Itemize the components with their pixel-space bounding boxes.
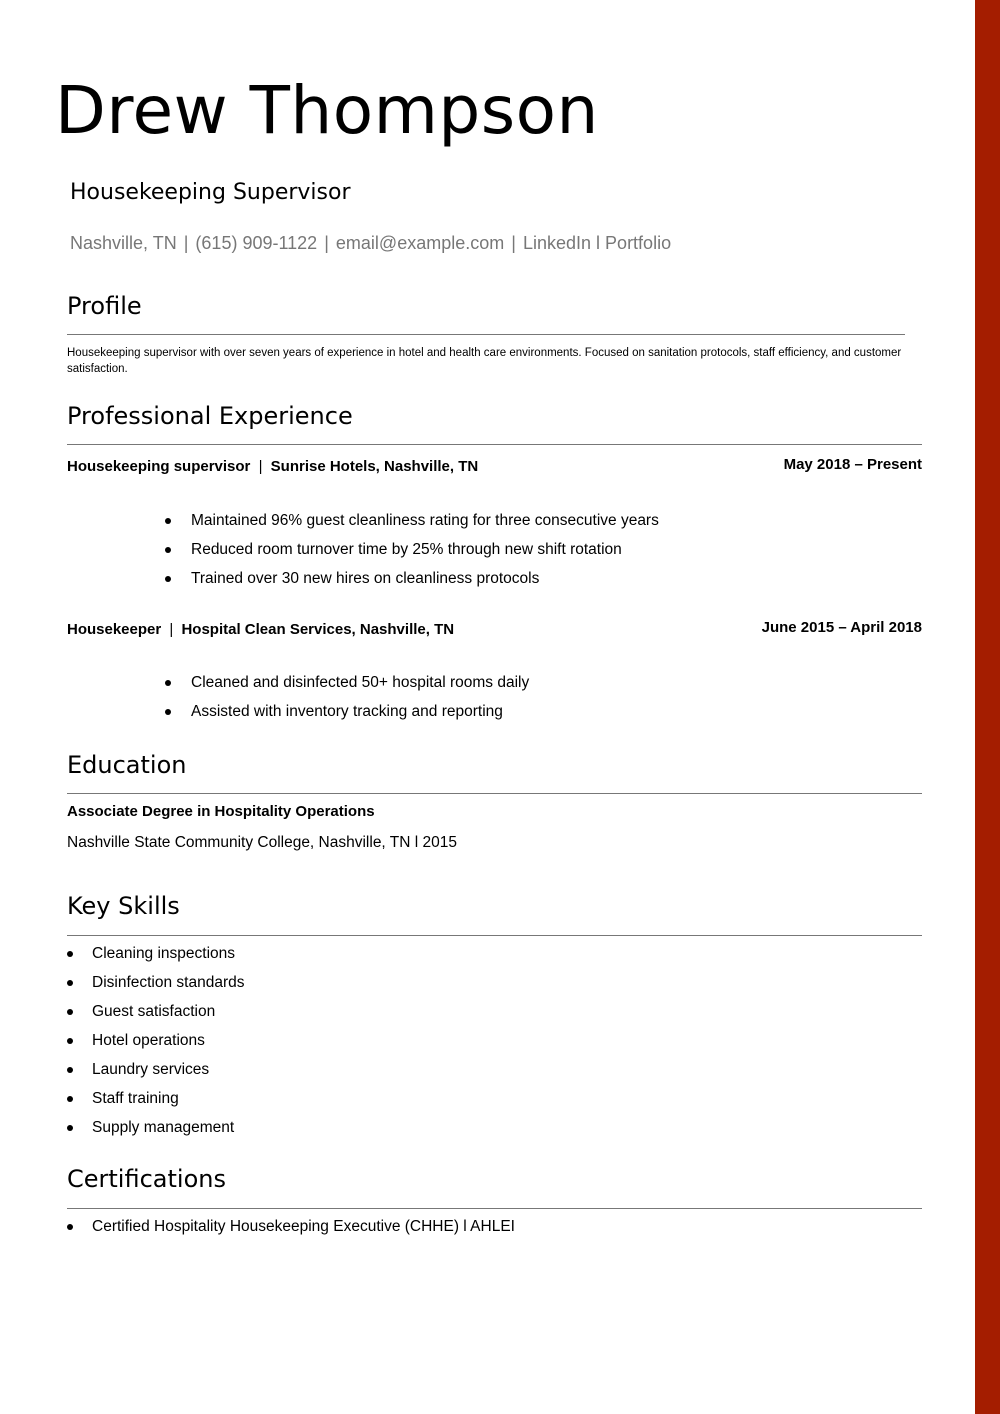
- list-item: Laundry services: [67, 1055, 245, 1084]
- list-item: Cleaning inspections: [67, 939, 245, 968]
- contact-phone: (615) 909-1122: [195, 233, 318, 253]
- candidate-title: Housekeeping Supervisor: [70, 180, 351, 205]
- skills-list: [67, 939, 245, 1142]
- job-role: Housekeeper: [67, 621, 162, 638]
- candidate-name: Drew Thompson: [55, 72, 599, 149]
- job-company: Sunrise Hotels, Nashville, TN: [270, 458, 479, 475]
- section-divider: [67, 1208, 922, 1209]
- list-item: Trained over 30 new hires on cleanliness protocols: [165, 564, 659, 593]
- list-item: Cleaned and disinfected 50+ hospital rooms daily: [165, 668, 529, 697]
- contact-separator: |: [511, 233, 516, 253]
- section-divider: [67, 334, 905, 335]
- job-heading: [67, 621, 454, 638]
- job-dates: May 2018 – Present: [783, 456, 922, 473]
- contact-location: Nashville, TN: [70, 233, 177, 253]
- list-item: Hotel operations: [67, 1026, 245, 1055]
- job-bullet-list: [165, 668, 529, 726]
- education-degree: Associate Degree in Hospitality Operations: [67, 803, 375, 820]
- contact-portfolio-link[interactable]: Portfolio: [605, 233, 672, 253]
- section-heading-experience: Professional Experience: [67, 402, 353, 430]
- list-item: Disinfection standards: [67, 968, 245, 997]
- contact-linkedin-link[interactable]: LinkedIn: [522, 233, 592, 253]
- certifications-list: [67, 1212, 515, 1241]
- section-heading-certifications: Certifications: [67, 1165, 226, 1193]
- job-dates: June 2015 – April 2018: [761, 619, 922, 636]
- section-heading-profile: Profile: [67, 292, 142, 320]
- job-role: Housekeeping supervisor: [67, 458, 251, 475]
- accent-sidebar-bar: [975, 0, 1000, 1414]
- list-item: Reduced room turnover time by 25% through new shift rotation: [165, 535, 659, 564]
- education-school: Nashville State Community College, Nashville, TN l 2015: [67, 834, 457, 851]
- contact-separator: |: [324, 233, 329, 253]
- job-bullet-list: [165, 506, 659, 593]
- section-divider: [67, 935, 922, 936]
- list-item: Maintained 96% guest cleanliness rating for three consecutive years: [165, 506, 659, 535]
- list-item: Staff training: [67, 1084, 245, 1113]
- job-company: Hospital Clean Services, Nashville, TN: [181, 621, 455, 638]
- contact-line: [70, 233, 671, 254]
- list-item: Certified Hospitality Housekeeping Executive (CHHE) l AHLEI: [67, 1212, 515, 1241]
- section-heading-skills: Key Skills: [67, 892, 180, 920]
- contact-link-separator: l: [596, 233, 601, 253]
- section-divider: [67, 444, 922, 445]
- contact-separator: |: [183, 233, 189, 253]
- section-divider: [67, 793, 922, 794]
- contact-email[interactable]: email@example.com: [335, 233, 505, 253]
- job-separator: |: [169, 621, 174, 638]
- list-item: Supply management: [67, 1113, 245, 1142]
- profile-summary: Housekeeping supervisor with over seven years of experience in hotel and health care environments. Focused on sanitation protocols, staff efficiency, and customer satisfaction.: [67, 347, 902, 375]
- job-heading: [67, 458, 478, 475]
- list-item: Assisted with inventory tracking and reporting: [165, 697, 529, 726]
- job-separator: |: [258, 458, 263, 475]
- list-item: Guest satisfaction: [67, 997, 245, 1026]
- section-heading-education: Education: [67, 751, 187, 779]
